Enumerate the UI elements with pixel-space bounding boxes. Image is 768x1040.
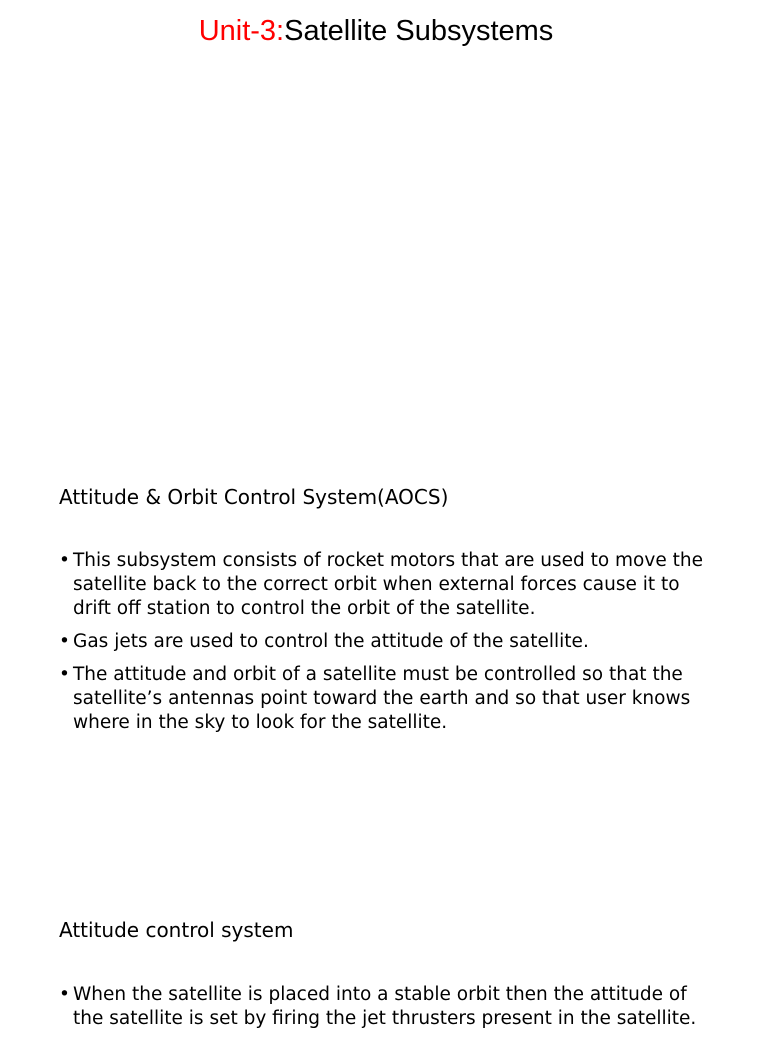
bullet-icon: • (59, 984, 70, 1005)
unit-label: Unit-3: (198, 15, 285, 47)
bullet-text: When the satellite is placed into a stable orbit then the attitude of the satellite is set by firing the jet thrusters present in the satellite. (73, 984, 697, 1029)
bullet-list-attitude-control (59, 983, 719, 1040)
list-item (59, 630, 719, 654)
list-item (59, 663, 719, 735)
bullet-text: This subsystem consists of rocket motors that are used to move the satellite back to the correct orbit when external forces cause it to drift off station to control the orbit of the satellite. (73, 550, 703, 619)
section-heading-attitude-control: Attitude control system (59, 918, 294, 942)
list-item (59, 549, 719, 621)
bullet-icon: • (59, 631, 70, 652)
section-heading-aocs: Attitude & Orbit Control System(AOCS) (59, 485, 449, 509)
page-title (0, 12, 752, 50)
bullet-icon: • (59, 664, 70, 685)
subject-label: Satellite Subsystems (284, 15, 554, 47)
bullet-icon: • (59, 550, 70, 571)
bullet-text: Gas jets are used to control the attitude of the satellite. (73, 631, 589, 652)
bullet-text: The attitude and orbit of a satellite must be controlled so that the satellite’s antennas point toward the earth and so that user knows where in the sky to look for the satellite. (73, 664, 691, 733)
bullet-list-aocs (59, 549, 719, 744)
